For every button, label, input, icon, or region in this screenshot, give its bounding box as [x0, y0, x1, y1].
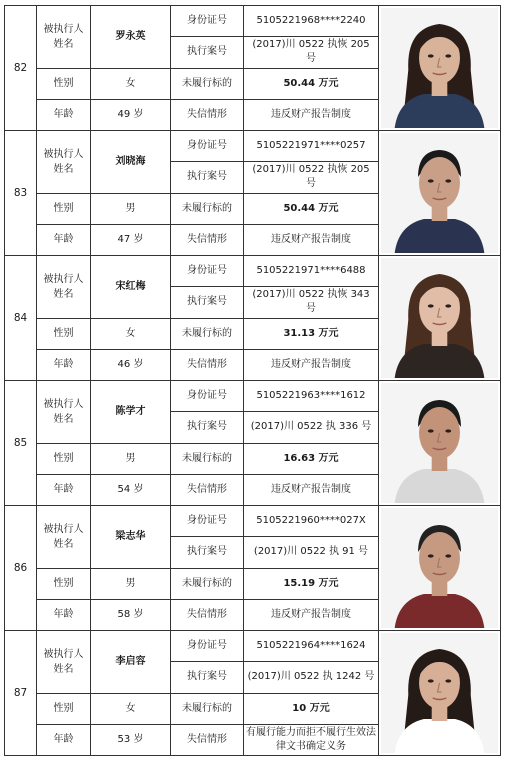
label-case: 执行案号 [171, 537, 244, 568]
record-index: 85 [5, 381, 37, 506]
age-value: 49 岁 [91, 99, 171, 130]
label-name [37, 131, 91, 194]
record-row-id [5, 381, 501, 412]
label-id: 身份证号 [171, 381, 244, 412]
id-number: 5105221968****2240 [244, 6, 379, 37]
label-name [37, 6, 91, 69]
gender-value: 女 [91, 318, 171, 349]
amount-value: 15.19 万元 [244, 568, 379, 599]
gender-value: 男 [91, 443, 171, 474]
amount-value: 50.44 万元 [244, 68, 379, 99]
gender-value: 男 [91, 193, 171, 224]
debtor-name: 宋红梅 [91, 256, 171, 319]
id-number: 5105221963****1612 [244, 381, 379, 412]
label-id: 身份证号 [171, 631, 244, 662]
portrait-svg [381, 8, 498, 128]
amount-value: 16.63 万元 [244, 443, 379, 474]
label-name-text: 被执行人 姓名 [43, 648, 84, 675]
id-number: 5105221971****0257 [244, 131, 379, 162]
label-id: 身份证号 [171, 6, 244, 37]
amount-value: 31.13 万元 [244, 318, 379, 349]
label-amount: 未履行标的 [171, 693, 244, 724]
label-age: 年龄 [37, 599, 91, 630]
amount-value: 50.44 万元 [244, 193, 379, 224]
label-amount: 未履行标的 [171, 318, 244, 349]
debtor-photo [379, 131, 501, 256]
record-index: 82 [5, 6, 37, 131]
case-number: (2017)川 0522 执恢 205 号 [244, 162, 379, 193]
portrait-image [381, 508, 498, 628]
gender-value: 女 [91, 68, 171, 99]
label-gender: 性别 [37, 68, 91, 99]
record-row-id [5, 631, 501, 662]
label-dishonesty: 失信情形 [171, 349, 244, 380]
label-case: 执行案号 [171, 162, 244, 193]
label-age: 年龄 [37, 349, 91, 380]
record-index: 87 [5, 631, 37, 756]
debtor-name: 刘晓海 [91, 131, 171, 194]
record-row-id [5, 6, 501, 37]
age-value: 46 岁 [91, 349, 171, 380]
label-name-text: 被执行人 姓名 [43, 148, 84, 175]
dishonest-debtor-table [4, 5, 501, 756]
label-name [37, 381, 91, 444]
dishonesty-value: 违反财产报告制度 [244, 224, 379, 255]
label-gender: 性别 [37, 693, 91, 724]
label-dishonesty: 失信情形 [171, 474, 244, 505]
label-gender: 性别 [37, 568, 91, 599]
case-number: (2017)川 0522 执 336 号 [244, 412, 379, 443]
label-gender: 性别 [37, 193, 91, 224]
portrait-svg [381, 133, 498, 253]
portrait-svg [381, 383, 498, 503]
portrait-svg [381, 258, 498, 378]
label-amount: 未履行标的 [171, 568, 244, 599]
portrait-svg [381, 508, 498, 628]
dishonesty-value: 有履行能力而拒不履行生效法律文书确定义务 [244, 724, 379, 755]
label-age: 年龄 [37, 724, 91, 755]
record-index: 86 [5, 506, 37, 631]
dishonesty-value: 违反财产报告制度 [244, 599, 379, 630]
label-gender: 性别 [37, 318, 91, 349]
label-amount: 未履行标的 [171, 193, 244, 224]
label-name-text: 被执行人 姓名 [43, 398, 84, 425]
label-name [37, 256, 91, 319]
label-case: 执行案号 [171, 412, 244, 443]
dishonesty-value: 违反财产报告制度 [244, 349, 379, 380]
label-name [37, 631, 91, 694]
id-number: 5105221964****1624 [244, 631, 379, 662]
dishonesty-value: 违反财产报告制度 [244, 474, 379, 505]
label-name-text: 被执行人 姓名 [43, 273, 84, 300]
age-value: 47 岁 [91, 224, 171, 255]
label-amount: 未履行标的 [171, 68, 244, 99]
portrait-image [381, 8, 498, 128]
debtor-photo [379, 631, 501, 756]
debtor-name: 陈学才 [91, 381, 171, 444]
record-row-id [5, 131, 501, 162]
label-case: 执行案号 [171, 287, 244, 318]
debtor-name: 罗永英 [91, 6, 171, 69]
portrait-image [381, 133, 498, 253]
case-number: (2017)川 0522 执恢 205 号 [244, 37, 379, 68]
debtor-photo [379, 506, 501, 631]
id-number: 5105221960****027X [244, 506, 379, 537]
label-name-text: 被执行人 姓名 [43, 523, 84, 550]
portrait-svg [381, 633, 498, 753]
label-dishonesty: 失信情形 [171, 599, 244, 630]
age-value: 54 岁 [91, 474, 171, 505]
label-name-text: 被执行人 姓名 [43, 23, 84, 50]
record-row-id [5, 506, 501, 537]
label-dishonesty: 失信情形 [171, 224, 244, 255]
label-name [37, 506, 91, 569]
label-age: 年龄 [37, 99, 91, 130]
dishonesty-value: 违反财产报告制度 [244, 99, 379, 130]
record-row-id [5, 256, 501, 287]
age-value: 58 岁 [91, 599, 171, 630]
case-number: (2017)川 0522 执 1242 号 [244, 662, 379, 693]
amount-value: 10 万元 [244, 693, 379, 724]
label-dishonesty: 失信情形 [171, 99, 244, 130]
record-index: 83 [5, 131, 37, 256]
debtor-name: 李启容 [91, 631, 171, 694]
label-age: 年龄 [37, 474, 91, 505]
label-age: 年龄 [37, 224, 91, 255]
label-id: 身份证号 [171, 506, 244, 537]
label-dishonesty: 失信情形 [171, 724, 244, 755]
debtor-name: 梁志华 [91, 506, 171, 569]
portrait-image [381, 633, 498, 753]
portrait-image [381, 383, 498, 503]
gender-value: 男 [91, 568, 171, 599]
label-case: 执行案号 [171, 37, 244, 68]
case-number: (2017)川 0522 执 91 号 [244, 537, 379, 568]
record-index: 84 [5, 256, 37, 381]
case-number: (2017)川 0522 执恢 343 号 [244, 287, 379, 318]
id-number: 5105221971****6488 [244, 256, 379, 287]
label-id: 身份证号 [171, 131, 244, 162]
age-value: 53 岁 [91, 724, 171, 755]
label-gender: 性别 [37, 443, 91, 474]
label-case: 执行案号 [171, 662, 244, 693]
portrait-image [381, 258, 498, 378]
gender-value: 女 [91, 693, 171, 724]
debtor-photo [379, 256, 501, 381]
label-id: 身份证号 [171, 256, 244, 287]
label-amount: 未履行标的 [171, 443, 244, 474]
debtor-photo [379, 381, 501, 506]
debtor-photo [379, 6, 501, 131]
